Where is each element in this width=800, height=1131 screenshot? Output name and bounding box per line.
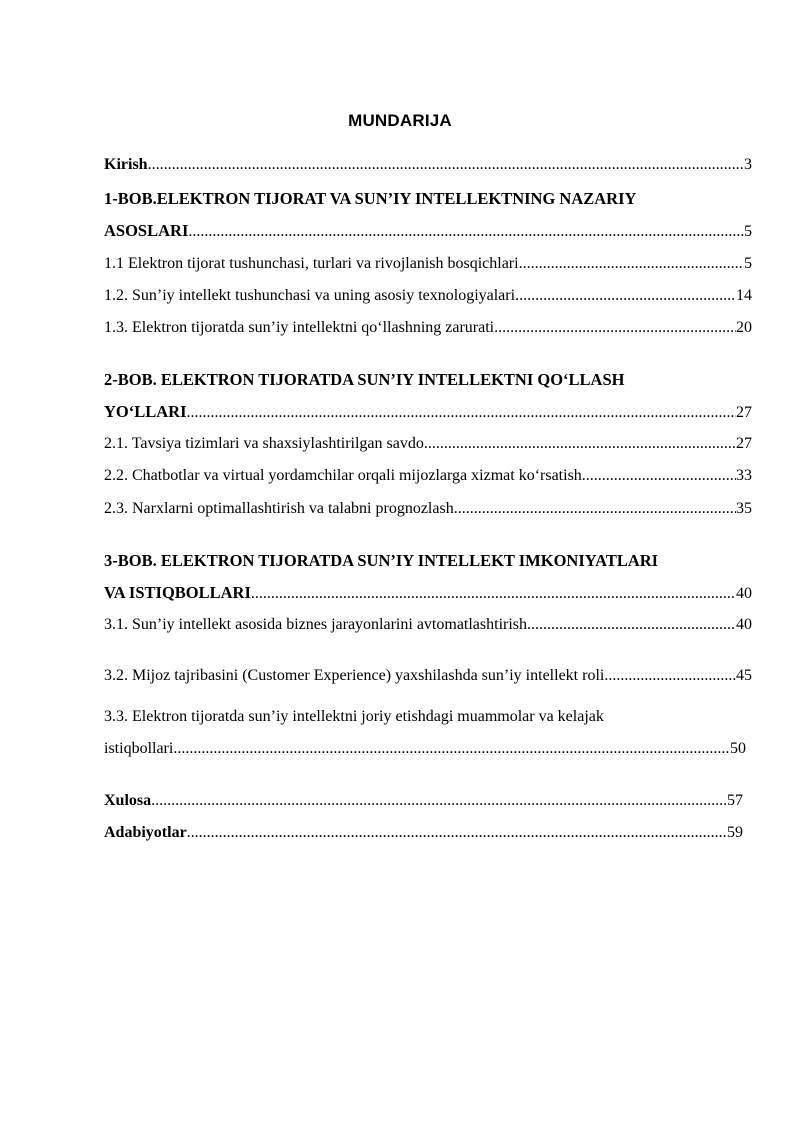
toc-label: 1.3. Elektron tijoratda sun’iy intellektni qo‘llashning zarurati <box>104 319 495 336</box>
toc-entry-3-3[interactable] <box>104 739 746 759</box>
toc-label: ASOSLARI <box>104 221 189 240</box>
page-title: MUNDARIJA <box>348 111 452 130</box>
toc-label: istiqbollari <box>104 740 174 757</box>
dot-leader <box>251 584 736 604</box>
toc-entry-2-1[interactable] <box>104 434 752 454</box>
toc-page-number: 20 <box>736 319 752 336</box>
toc-label: 3.1. Sun’iy intellekt asosida biznes jarayonlarini avtomatlashtirish <box>104 616 528 633</box>
dot-leader <box>454 499 736 519</box>
toc-entry-1-3[interactable] <box>104 318 752 338</box>
toc-entry-chapter-1[interactable] <box>104 221 752 242</box>
toc-label: 3.2. Mijoz tajribasini (Customer Experience) yaxshilashda sun’iy intellekt roli <box>104 667 605 684</box>
toc-entry-3-1[interactable] <box>104 615 752 635</box>
toc-entry-conclusion[interactable] <box>104 791 743 811</box>
toc-chapter-2-title[interactable]: 2-BOB. ELEKTRON TIJORATDA SUN’IY INTELLEKTNI QO‘LLASH <box>104 370 625 389</box>
dot-leader <box>515 286 736 306</box>
toc-label: 1.1 Elektron tijorat tushunchasi, turlari va rivojlanish bosqichlari <box>104 255 519 272</box>
toc-page-number: 45 <box>736 667 752 684</box>
toc-chapter-3-title[interactable]: 3-BOB. ELEKTRON TIJORATDA SUN’IY INTELLEKT IMKONIYATLARI <box>104 551 659 570</box>
toc-entry-2-2[interactable] <box>104 466 752 486</box>
toc-entry-3-2[interactable] <box>104 666 752 686</box>
toc-section-3-3-title[interactable]: 3.3. Elektron tijoratda sun’iy intellektni joriy etishdagi muammolar va kelajak <box>104 708 604 725</box>
dot-leader <box>527 615 736 635</box>
toc-entry-2-3[interactable] <box>104 499 752 519</box>
toc-page-number: 57 <box>727 792 743 809</box>
toc-page-number: 59 <box>727 824 743 841</box>
toc-entry-chapter-3[interactable] <box>104 583 752 604</box>
toc-entry-chapter-2[interactable] <box>104 402 752 423</box>
toc-page-number: 14 <box>736 287 752 304</box>
dot-leader <box>424 434 736 454</box>
toc-entry-references[interactable] <box>104 823 743 843</box>
toc-page-number: 27 <box>736 404 752 421</box>
toc-page-number: 5 <box>744 223 752 240</box>
toc-entry-1-2[interactable] <box>104 286 752 306</box>
dot-leader <box>151 791 727 811</box>
toc-page-number: 40 <box>736 585 752 602</box>
toc-chapter-1-title[interactable]: 1-BOB.ELEKTRON TIJORAT VA SUN’IY INTELLEKTNING NAZARIY <box>104 189 637 208</box>
toc-label: Adabiyotlar <box>104 824 187 841</box>
toc-label: Kirish <box>104 156 148 173</box>
toc-label: 2.1. Tavsiya tizimlari va shaxsiylashtirilgan savdo <box>104 435 424 452</box>
toc-page-number: 40 <box>736 616 752 633</box>
dot-leader <box>173 739 730 759</box>
dot-leader <box>187 403 736 423</box>
toc-entry-intro[interactable] <box>104 155 752 175</box>
toc-label: 2.2. Chatbotlar va virtual yordamchilar orqali mijozlarga xizmat ko‘rsatish <box>104 467 582 484</box>
dot-leader <box>187 823 727 843</box>
dot-leader <box>582 466 736 486</box>
toc-page-number: 5 <box>744 255 752 272</box>
toc-entry-1-1[interactable] <box>104 254 752 274</box>
dot-leader <box>519 254 744 274</box>
toc-page-number: 27 <box>736 435 752 452</box>
toc-label: VA ISTIQBOLLARI <box>104 583 251 602</box>
toc-label: 2.3. Narxlarni optimallashtirish va talabni prognozlash <box>104 500 454 517</box>
toc-page-number: 50 <box>730 740 746 757</box>
toc-page-number: 35 <box>736 500 752 517</box>
toc-label: Xulosa <box>104 792 152 809</box>
toc-label: 1.2. Sun’iy intellekt tushunchasi va uning asosiy texnologiyalari <box>104 287 516 304</box>
toc-label: YO‘LLARI <box>104 402 187 421</box>
toc-page-number: 3 <box>744 156 752 173</box>
dot-leader <box>188 222 744 242</box>
dot-leader <box>148 155 744 175</box>
toc-page-number: 33 <box>736 467 752 484</box>
dot-leader <box>494 318 736 338</box>
dot-leader <box>604 666 736 686</box>
